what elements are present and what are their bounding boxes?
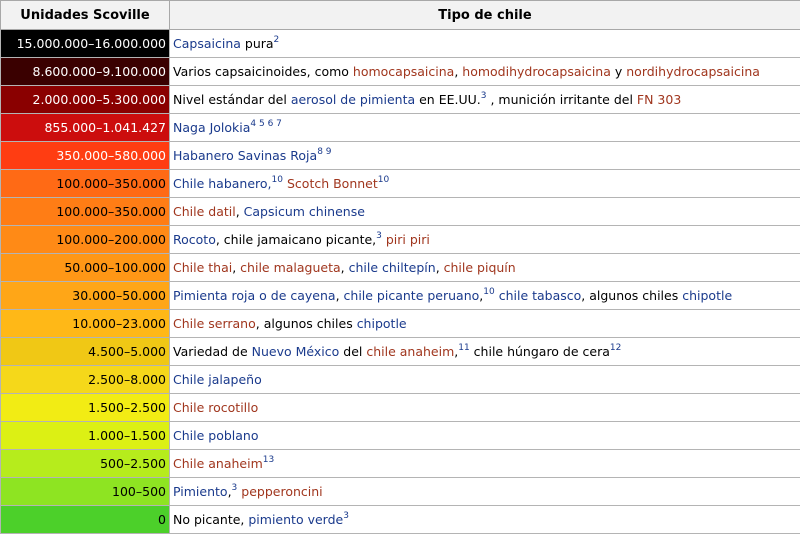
table-row [1,450,800,478]
plain-text: , chile jamaicano picante, [216,232,376,247]
header-row [1,1,800,30]
wiki-link[interactable]: chile picante peruano [344,288,480,303]
plain-text: pura [241,36,274,51]
wiki-link[interactable]: Chile datil [173,204,236,219]
table-row [1,142,800,170]
table-row [1,86,800,114]
wiki-link[interactable]: homocapsaicina [353,64,454,79]
table-body [1,30,800,534]
plain-text: , [454,344,458,359]
scoville-range-cell: 2.500–8.000 [1,366,170,394]
reference-link[interactable]: 3 [376,231,382,241]
plain-text: Variedad de [173,344,252,359]
wiki-link[interactable]: Chile thai [173,260,232,275]
chile-type-cell [170,394,800,422]
wiki-link[interactable]: Chile poblano [173,428,258,443]
scoville-range-cell: 500–2.500 [1,450,170,478]
reference-link[interactable]: 2 [274,35,280,45]
table-row [1,506,800,534]
wiki-link[interactable]: FN 303 [637,92,681,107]
plain-text: chile húngaro de cera [470,344,610,359]
type-header: Tipo de chile [170,1,800,30]
wiki-link[interactable]: Chile anaheim [173,456,263,471]
wiki-link[interactable]: chile malagueta [240,260,340,275]
plain-text: , [232,260,240,275]
plain-text: , [436,260,444,275]
chile-type-cell [170,86,800,114]
wiki-link[interactable]: Habanero Savinas Roja [173,148,317,163]
table-row [1,198,800,226]
chile-type-cell [170,422,800,450]
scoville-range-cell: 1.500–2.500 [1,394,170,422]
reference-link[interactable]: 11 [458,343,469,353]
scoville-range-cell: 100.000–200.000 [1,226,170,254]
plain-text: del [339,344,366,359]
wiki-link[interactable]: Pimienta roja o de cayena [173,288,336,303]
plain-text: No picante, [173,512,248,527]
chile-type-cell [170,170,800,198]
wiki-link[interactable]: Naga Jolokia [173,120,250,135]
reference-link[interactable]: 10 [272,175,283,185]
wiki-link[interactable]: chipotle [682,288,732,303]
table-row [1,114,800,142]
scoville-range-cell: 30.000–50.000 [1,282,170,310]
wiki-link[interactable]: Chile serrano [173,316,256,331]
reference-link[interactable]: 8 9 [317,147,331,157]
plain-text: , [336,288,344,303]
reference-link[interactable]: 3 [232,483,238,493]
reference-link[interactable]: 3 [343,511,349,521]
scoville-range-cell: 4.500–5.000 [1,338,170,366]
table-row [1,338,800,366]
wiki-link[interactable]: aerosol de pimienta [291,92,415,107]
reference-link[interactable]: 12 [610,343,621,353]
scoville-range-cell: 855.000–1.041.427 [1,114,170,142]
scale-header: Unidades Scoville [1,1,170,30]
wiki-link[interactable]: pimiento verde [248,512,343,527]
chile-type-cell [170,366,800,394]
table-row [1,282,800,310]
plain-text: , [236,204,244,219]
chile-type-cell [170,282,800,310]
scoville-range-cell: 350.000–580.000 [1,142,170,170]
plain-text: , algunos chiles [581,288,682,303]
plain-text: , algunos chiles [256,316,357,331]
scoville-range-cell: 2.000.000–5.300.000 [1,86,170,114]
table-row [1,254,800,282]
wiki-link[interactable]: Chile rocotillo [173,400,258,415]
plain-text: Nivel estándar del [173,92,291,107]
wiki-link[interactable]: Scotch Bonnet [287,176,378,191]
plain-text: , munición irritante del [486,92,636,107]
table-row [1,422,800,450]
wiki-link[interactable]: Chile jalapeño [173,372,262,387]
scoville-range-cell: 15.000.000–16.000.000 [1,30,170,58]
scoville-range-cell: 0 [1,506,170,534]
table-row [1,170,800,198]
wiki-link[interactable]: piri piri [386,232,430,247]
chile-type-cell [170,142,800,170]
chile-type-cell [170,58,800,86]
chile-type-cell [170,310,800,338]
scoville-range-cell: 1.000–1.500 [1,422,170,450]
chile-type-cell [170,226,800,254]
scoville-range-cell: 8.600.000–9.100.000 [1,58,170,86]
plain-text: , [228,484,232,499]
table-row [1,366,800,394]
reference-link[interactable]: 4 5 6 7 [250,119,282,129]
wiki-link[interactable]: Pimiento [173,484,228,499]
wiki-link[interactable]: Nuevo México [252,344,340,359]
wiki-link[interactable]: chile anaheim [366,344,454,359]
table-row [1,226,800,254]
scoville-range-cell: 100.000–350.000 [1,198,170,226]
wiki-link[interactable]: chile piquín [444,260,516,275]
wiki-link[interactable]: chile tabasco [499,288,582,303]
scoville-range-cell: 50.000–100.000 [1,254,170,282]
wiki-link[interactable]: homodihydrocapsaicina [462,64,611,79]
plain-text: , [341,260,349,275]
table-row [1,478,800,506]
chile-type-cell [170,114,800,142]
scoville-range-cell: 100–500 [1,478,170,506]
plain-text: , [454,64,462,79]
table-row [1,30,800,58]
chile-type-cell [170,30,800,58]
wiki-link[interactable]: pepperoncini [241,484,322,499]
wiki-link[interactable]: chipotle [357,316,407,331]
wiki-link[interactable]: Chile habanero, [173,176,272,191]
reference-link[interactable]: 13 [263,455,274,465]
plain-text: , [479,288,483,303]
reference-link[interactable]: 10 [483,287,494,297]
plain-text: Varios capsaicinoides, como [173,64,353,79]
table-row [1,310,800,338]
chile-type-cell [170,450,800,478]
table-row [1,394,800,422]
plain-text: y [611,64,626,79]
chile-type-cell [170,478,800,506]
wiki-link[interactable]: Rocoto [173,232,216,247]
scoville-range-cell: 10.000–23.000 [1,310,170,338]
chile-type-cell [170,338,800,366]
reference-link[interactable]: 3 [481,91,487,101]
chile-type-cell [170,506,800,534]
wiki-link[interactable]: nordihydrocapsaicina [626,64,760,79]
chile-type-cell [170,198,800,226]
wiki-link[interactable]: Capsaicina [173,36,241,51]
scoville-range-cell: 100.000–350.000 [1,170,170,198]
plain-text: en EE.UU. [415,92,481,107]
table-row [1,58,800,86]
chile-type-cell [170,254,800,282]
wiki-link[interactable]: chile chiltepín [349,260,436,275]
wiki-link[interactable]: Capsicum chinense [244,204,365,219]
reference-link[interactable]: 10 [378,175,389,185]
